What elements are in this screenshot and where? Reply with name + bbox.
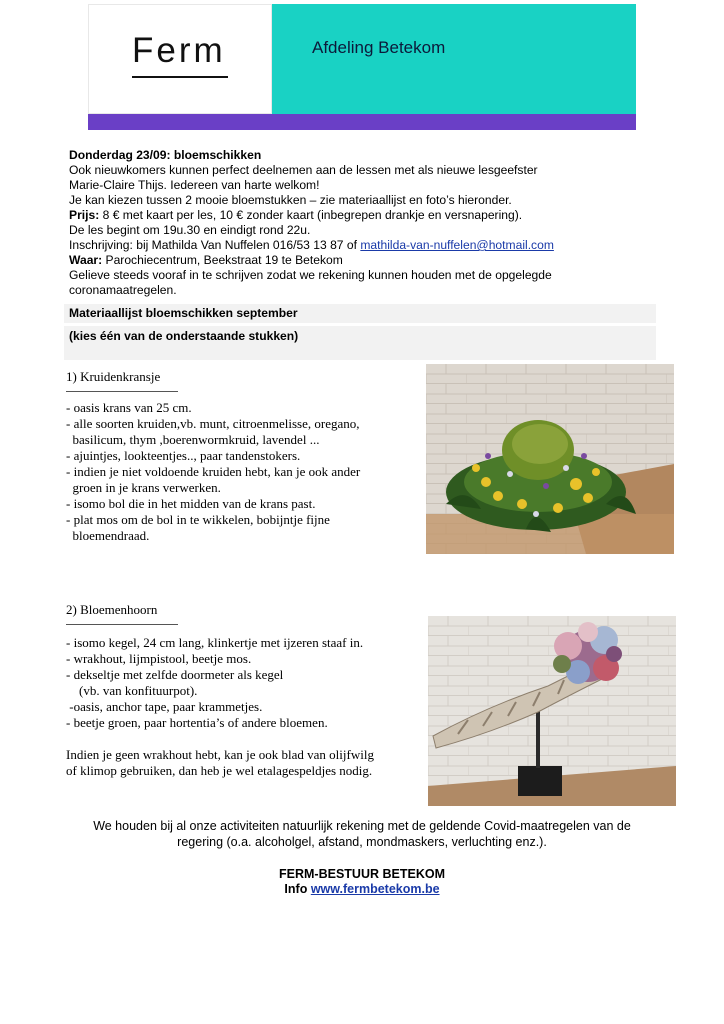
covid-notice: regering (o.a. alcoholgel, afstand, mondmaskers, verluchting enz.). [177, 835, 547, 849]
notice-line: coronamaatregelen. [69, 283, 177, 297]
covid-notice: We houden bij al onze activiteiten natuurlijk rekening met de geldende Covid-maatregelen van de [93, 819, 631, 833]
piece1-item: - plat mos om de bol in te wikkelen, bobijntje fijne [66, 512, 330, 527]
piece1-item: - alle soorten kruiden,vb. munt, citroenmelisse, oregano, [66, 416, 360, 431]
piece1-item: bloemendraad. [66, 528, 150, 543]
piece2-item: - wrakhout, lijmpistool, beetje mos. [66, 651, 252, 666]
price-label: Prijs: [69, 208, 100, 222]
piece2-item: - isomo kegel, 24 cm lang, klinkertje met ijzeren staaf in. [66, 635, 364, 650]
materials-heading: Materiaallijst bloemschikken september [69, 306, 298, 320]
piece2-note: Indien je geen wrakhout hebt, kan je ook blad van olijfwilg [66, 747, 374, 762]
piece2-item: - beetje groen, paar hortentia’s of andere bloemen. [66, 715, 328, 730]
ferm-logo: Ferm [132, 31, 226, 70]
intro-line: Je kan kiezen tussen 2 mooie bloemstukken – zie materiaallijst en foto’s hieronder. [69, 193, 512, 207]
where-line [69, 253, 343, 268]
website-link[interactable]: www.fermbetekom.be [310, 882, 440, 896]
logo-underline [132, 76, 228, 78]
piece1-item: groen in je krans verwerken. [66, 480, 221, 495]
piece1-item: - ajuintjes, lookteentjes.., paar tandenstokers. [66, 448, 301, 463]
piece1-item: - isomo bol die in het midden van de krans past. [66, 496, 316, 511]
piece1-item: - oasis krans van 25 cm. [66, 400, 192, 415]
price-line [69, 208, 522, 223]
piece2-item: (vb. van konfituurpot). [66, 683, 198, 698]
piece2-item: - dekseltje met zelfde doormeter als kegel [66, 667, 284, 682]
piece2-note: of klimop gebruiken, dan heb je wel etalagespeldjes nodig. [66, 763, 373, 778]
header-banner [272, 4, 636, 114]
piece1-item: basilicum, thym ,boerenwormkruid, lavendel ... [66, 432, 320, 447]
piece2-title: 2) Bloemenhoorn [66, 602, 158, 617]
header-accent-bar [88, 114, 636, 130]
registration-email-link[interactable]: mathilda-van-nuffelen@hotmail.com [360, 238, 554, 252]
time-line: De les begint om 19u.30 en eindigt rond 22u. [69, 223, 311, 237]
info-label: Info [284, 882, 311, 896]
herb-wreath-photo [426, 364, 674, 554]
event-title: Donderdag 23/09: bloemschikken [69, 148, 262, 162]
price-text: 8 € met kaart per les, 10 € zonder kaart (inbegrepen drankje en versnapering). [99, 208, 523, 222]
notice-line: Gelieve steeds vooraf in te schrijven zodat we rekening kunnen houden met de opgelegde [69, 268, 552, 282]
piece1-title: 1) Kruidenkransje [66, 369, 161, 384]
registration-line [69, 238, 554, 253]
piece2-title-rule [66, 624, 178, 625]
registration-text: Inschrijving: bij Mathilda Van Nuffelen 016/53 13 87 of [69, 238, 361, 252]
piece1-item: - indien je niet voldoende kruiden hebt, kan je ook ander [66, 464, 361, 479]
flower-horn-photo [428, 616, 676, 806]
materials-subheading: (kies één van de onderstaande stukken) [69, 329, 299, 343]
intro-line: Ook nieuwkomers kunnen perfect deelnemen aan de lessen met als nieuwe lesgeefster [69, 163, 538, 177]
piece1-title-rule [66, 391, 178, 392]
herb-wreath-image [426, 364, 674, 554]
board-name: FERM-BESTUUR BETEKOM [279, 867, 445, 881]
where-text: Parochiecentrum, Beekstraat 19 te Betekom [102, 253, 343, 267]
department-title: Afdeling Betekom [312, 38, 446, 57]
flower-horn-image [428, 616, 676, 806]
info-line [60, 881, 664, 897]
intro-line: Marie-Claire Thijs. Iedereen van harte welkom! [69, 178, 320, 192]
where-label: Waar: [69, 253, 103, 267]
piece2-item: -oasis, anchor tape, paar krammetjes. [66, 699, 263, 714]
